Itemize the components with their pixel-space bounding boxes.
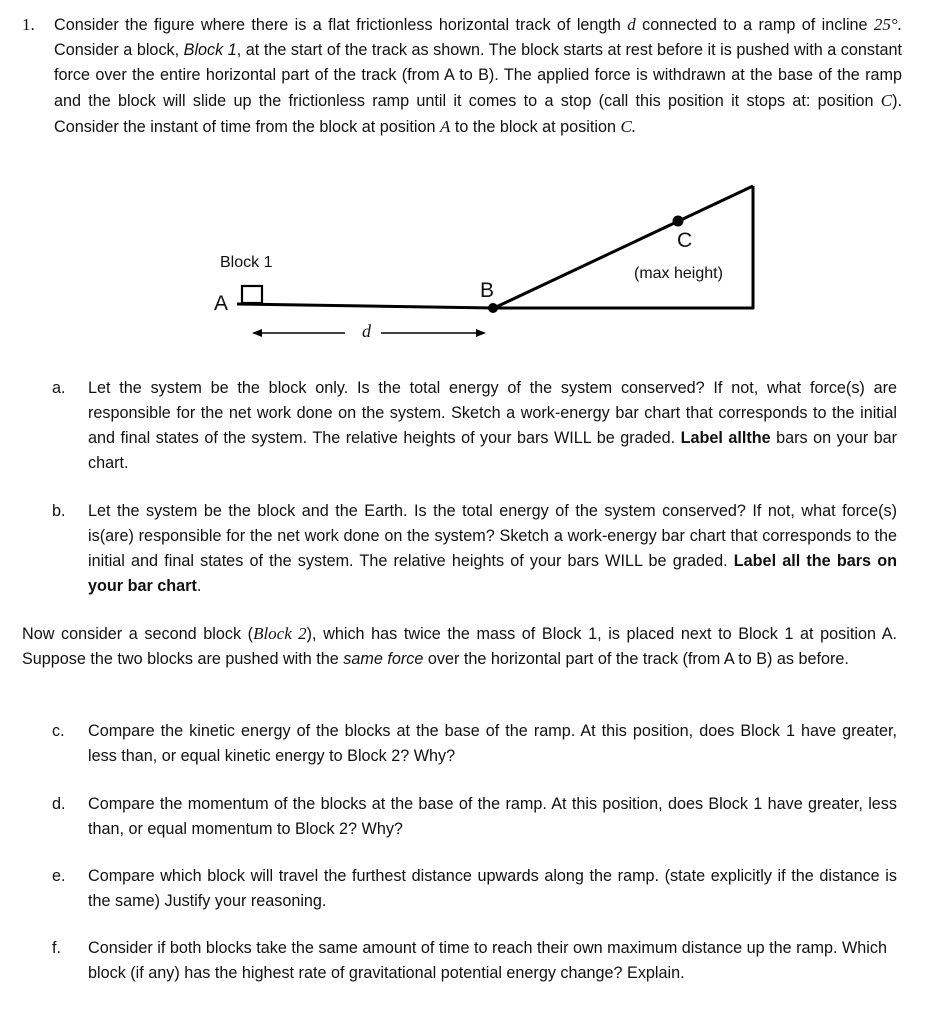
part-f-text: Consider if both blocks take the same amount of time to reach their own maximum distance up the ramp. Which block (if any) has the highest rate of gravitational potential energy change? Explain.: [88, 939, 887, 982]
part-c-letter: c.: [52, 722, 65, 740]
question-number: 1.: [22, 15, 35, 34]
arrow-head-left-icon: [252, 329, 262, 337]
part-f-letter: f.: [52, 939, 61, 957]
part-c-text: Compare the kinetic energy of the blocks at the base of the ramp. At this position, does Block 1 have greater, less than, or equal kinetic energy to Block 2? Why?: [88, 722, 897, 765]
question-1: [22, 12, 902, 140]
max-height-label: (max height): [634, 265, 723, 282]
part-d-letter: d.: [52, 795, 66, 813]
part-b-text: Let the system be the block and the Earth. Is the total energy of the system conserved? If not, what force(s) is(are) responsible for the net work done on the system? Sketch a work-energy bar chart that corresponds to the initial and final states of the system. The relative heights of your bars WILL be graded. Label all the bars on your bar chart.: [88, 502, 897, 595]
part-a: [52, 376, 897, 476]
point-c-dot: [673, 216, 684, 227]
part-c: [52, 719, 897, 769]
variable-c: C: [880, 91, 893, 110]
part-d-text: Compare the momentum of the blocks at the base of the ramp. At this position, does Block 1 have greater, less than, or equal momentum to Block 2? Why?: [88, 795, 897, 838]
block1-name: Block 1: [183, 41, 237, 59]
distance-label: d: [362, 321, 371, 341]
same-force-emphasis: same force: [343, 650, 424, 668]
part-e-text: Compare which block will travel the furthest distance upwards along the ramp. (state explicitly if the distance is the same) Justify your reasoning.: [88, 867, 897, 910]
question-intro: Consider the figure where there is a flat frictionless horizontal track of length d connected to a ramp of incline 25°. Consider a block, Block 1, at the start of the track as shown. The block starts at rest before it is pushed with a constant force over the entire horizontal part of the track (from A to B). The applied force is withdrawn at the base of the ramp and the block will slide up the frictionless ramp until it comes to a stop (call this position it stops at: position C). Consider the instant of time from the block at position A to the block at position C.: [54, 15, 902, 136]
part-a-letter: a.: [52, 379, 66, 397]
part-e-letter: e.: [52, 867, 66, 885]
part-b-letter: b.: [52, 502, 66, 520]
block-1-shape: [242, 286, 262, 303]
variable-a: A: [440, 117, 451, 136]
part-f: [52, 936, 897, 986]
part-e: [52, 864, 897, 914]
variable-c-end: C.: [620, 117, 637, 136]
angle-value: 25°.: [873, 15, 902, 34]
second-block-intro: Now consider a second block (Block 2), which has twice the mass of Block 1, is placed next to Block 1 at position A. Suppose the two blocks are pushed with the same force over the horizontal part of the track (from A to B) as before.: [22, 624, 897, 668]
block2-name: Block 2: [253, 624, 307, 643]
point-b-dot: [488, 303, 498, 313]
variable-d: d: [627, 15, 636, 34]
point-b-label: B: [480, 279, 495, 302]
ramp-incline: [494, 186, 753, 308]
part-a-text: Let the system be the block only. Is the total energy of the system conserved? If not, what force(s) are responsible for the net work done on the system. Sketch a work-energy bar chart that corresponds to the initial and final states of the system. The relative heights of your bars WILL be graded. Label allthe bars on your bar chart.: [88, 379, 898, 472]
track-diagram: [0, 176, 945, 366]
point-c-label: C: [677, 229, 693, 252]
part-d: [52, 792, 897, 842]
block-1-label: Block 1: [220, 254, 273, 271]
track-ramp-figure: [0, 176, 945, 366]
horizontal-track: [237, 304, 494, 308]
arrow-head-right-icon: [476, 329, 486, 337]
point-a-label: A: [214, 292, 229, 315]
part-b: [52, 499, 897, 599]
